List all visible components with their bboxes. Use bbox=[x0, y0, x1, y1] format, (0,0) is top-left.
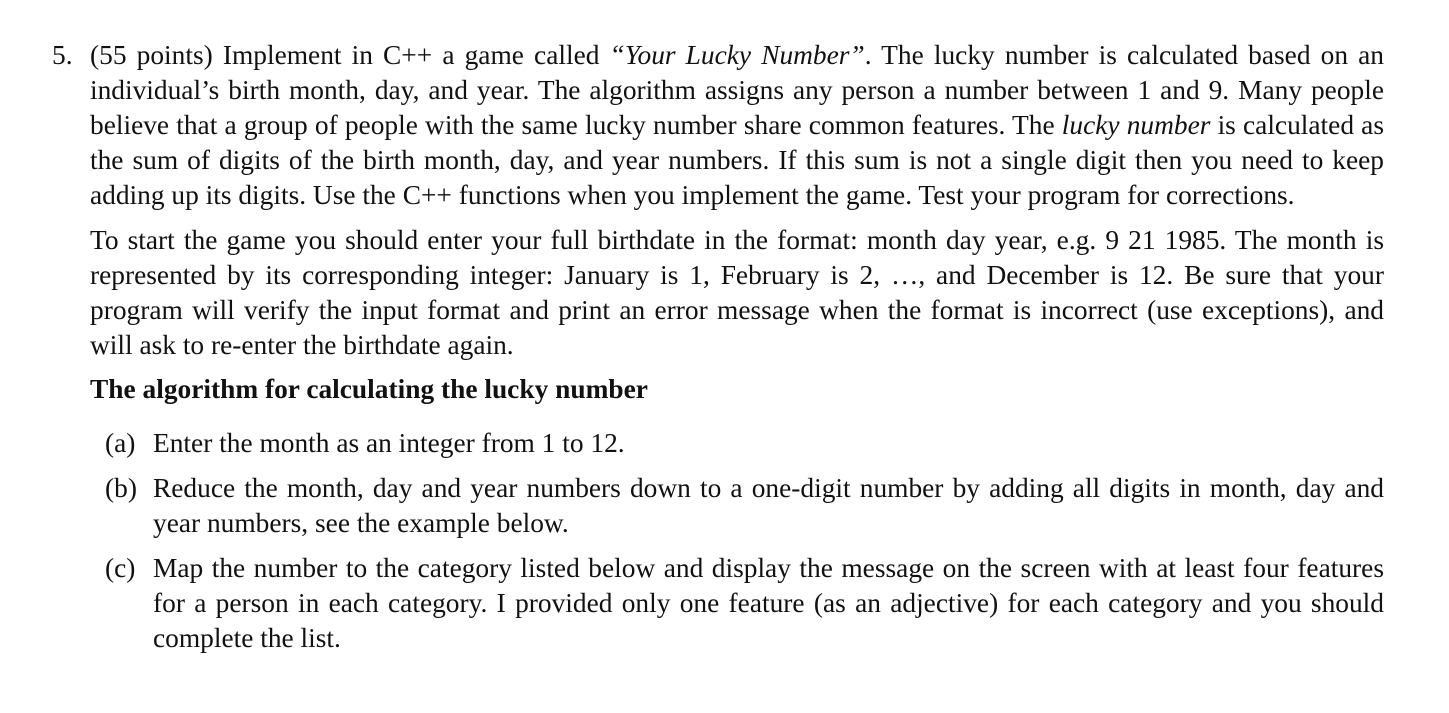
list-item bbox=[105, 471, 1384, 541]
input-format-paragraph: To start the game you should enter your full birthdate in the format: month day year, e.g. 9 21 1985. The month is represented by its corresponding integer: January is 1, February is 2, …, and December is 12. Be sure that your program will verify the input format and print an error message when the format is incorrect (use exceptions), and will ask to re-enter the birthdate again. bbox=[90, 225, 1384, 360]
step-text: Reduce the month, day and year numbers down to a one-digit number by adding all digits in month, day and year numbers, see the example below. bbox=[153, 473, 1384, 538]
step-label: (c) bbox=[105, 553, 136, 583]
problem-5 bbox=[52, 38, 1384, 666]
step-label: (a) bbox=[105, 428, 136, 458]
intro-text-2: . The lucky number is calculated based on an individual’s birth month, day, and year. The algorithm assigns any person a number between 1 and 9. Many people believe that a group of people with the same lucky number share common features. The bbox=[90, 40, 1384, 140]
lucky-number-term: lucky number bbox=[1061, 110, 1211, 140]
intro-paragraph bbox=[90, 38, 1384, 213]
step-text: Enter the month as an integer from 1 to 12. bbox=[153, 428, 625, 458]
algorithm-heading: The algorithm for calculating the lucky number bbox=[90, 374, 648, 404]
list-item bbox=[105, 426, 1384, 461]
list-item bbox=[105, 551, 1384, 656]
step-label: (b) bbox=[105, 473, 137, 503]
game-title: “Your Lucky Number” bbox=[609, 40, 865, 70]
algorithm-steps bbox=[105, 426, 1384, 656]
intro-text-1: (55 points) Implement in C++ a game called bbox=[90, 40, 610, 70]
problem-number: 5. bbox=[52, 40, 73, 70]
problem-body bbox=[90, 38, 1384, 656]
intro-text-3: is calculated as the sum of digits of the birth month, day, and year numbers. If this sum is not a single digit then you need to keep adding up its digits. Use the C++ functions when you implement the game. Test your program for corrections. bbox=[90, 110, 1384, 210]
step-text: Map the number to the category listed below and display the message on the screen with at least four features for a person in each category. I provided only one feature (as an adjective) for each category and you should complete the list. bbox=[153, 553, 1384, 653]
